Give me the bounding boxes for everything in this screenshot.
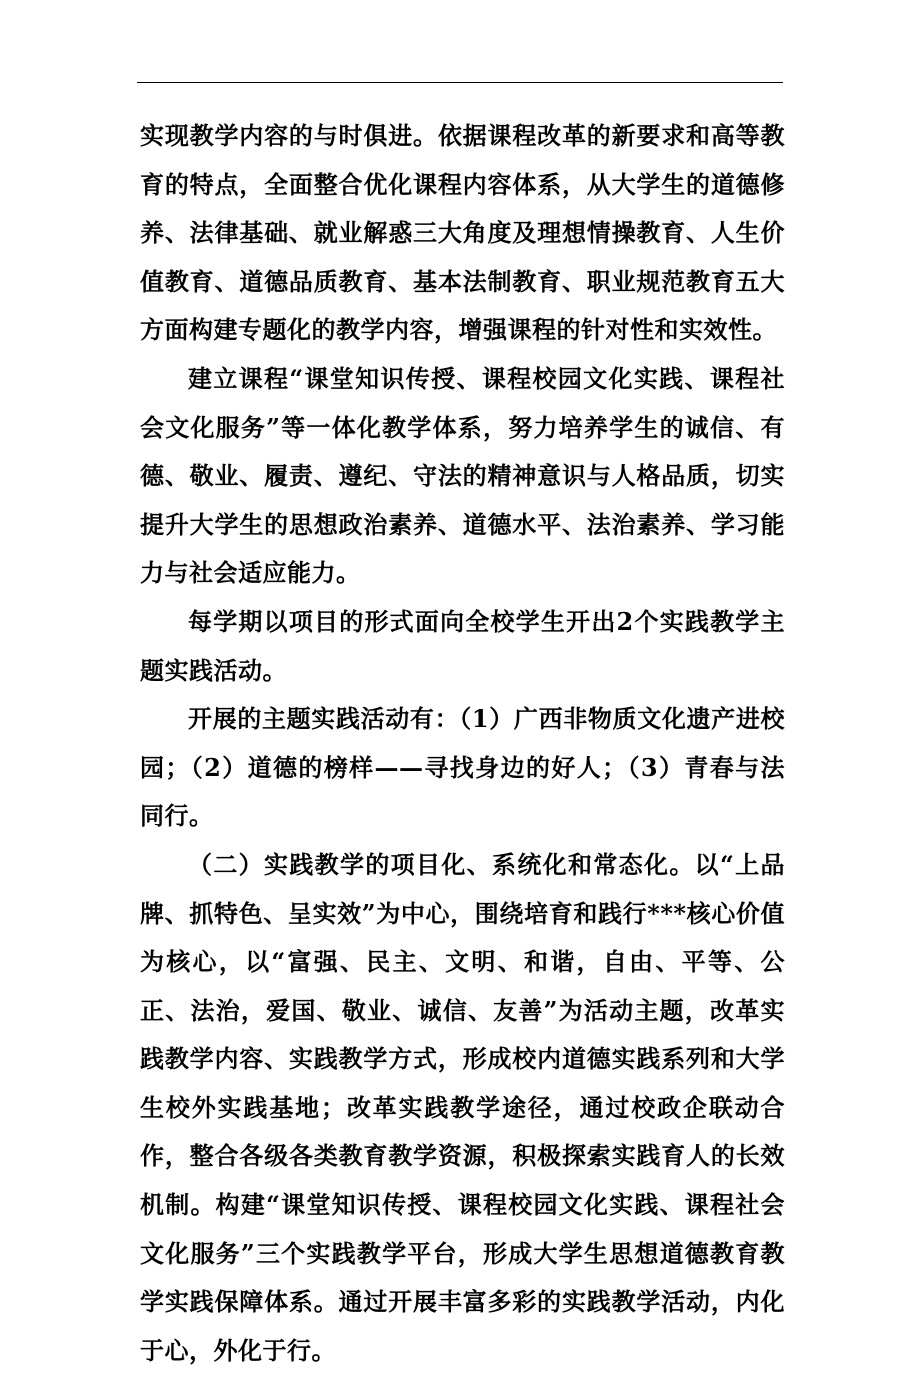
paragraph-5: （二）实践教学的项目化、系统化和常态化。以“上品牌、抓特色、呈实效”为中心，围绕培育和践行***核心价值为核心，以“富强、民主、文明、和谐，自由、平等、公正、法治，爱国、敬业、诚信、友善”为活动主题，改革实践教学内容、实践教学方式，形成校内道德实践系列和大学生校外实践基地；改革实践教学途径，通过校政企联动合作，整合各级各类教育教学资源，积极探索实践育人的长效机制。构建“课堂知识传授、课程校园文化实践、课程社会文化服务”三个实践教学平台，形成大学生思想道德教育教学实践保障体系。通过开展丰富多彩的实践教学活动，内化于心，外化于行。 xyxy=(140,849,785,1365)
header-rule xyxy=(137,82,783,83)
paragraph-1: 实现教学内容的与时俱进。依据课程改革的新要求和高等教育的特点，全面整合优化课程内容体系，从大学生的道德修养、法律基础、就业解惑三大角度及理想情操教育、人生价值教育、道德品质教育、基本法制教育、职业规范教育五大方面构建专题化的教学内容，增强课程的针对性和实效性。 xyxy=(140,121,785,345)
paragraph-4: 开展的主题实践活动有：（1）广西非物质文化遗产进校园；（2）道德的榜样——寻找身边的好人；（3）青春与法同行。 xyxy=(140,704,785,831)
paragraph-2: 建立课程“课堂知识传授、课程校园文化实践、课程社会文化服务”等一体化教学体系，努力培养学生的诚信、有德、敬业、履责、遵纪、守法的精神意识与人格品质，切实提升大学生的思想政治素养、道德水平、法治素养、学习能力与社会适应能力。 xyxy=(140,363,785,588)
document-body xyxy=(140,112,785,1375)
paragraph-3: 每学期以项目的形式面向全校学生开出2个实践教学主题实践活动。 xyxy=(140,606,785,685)
